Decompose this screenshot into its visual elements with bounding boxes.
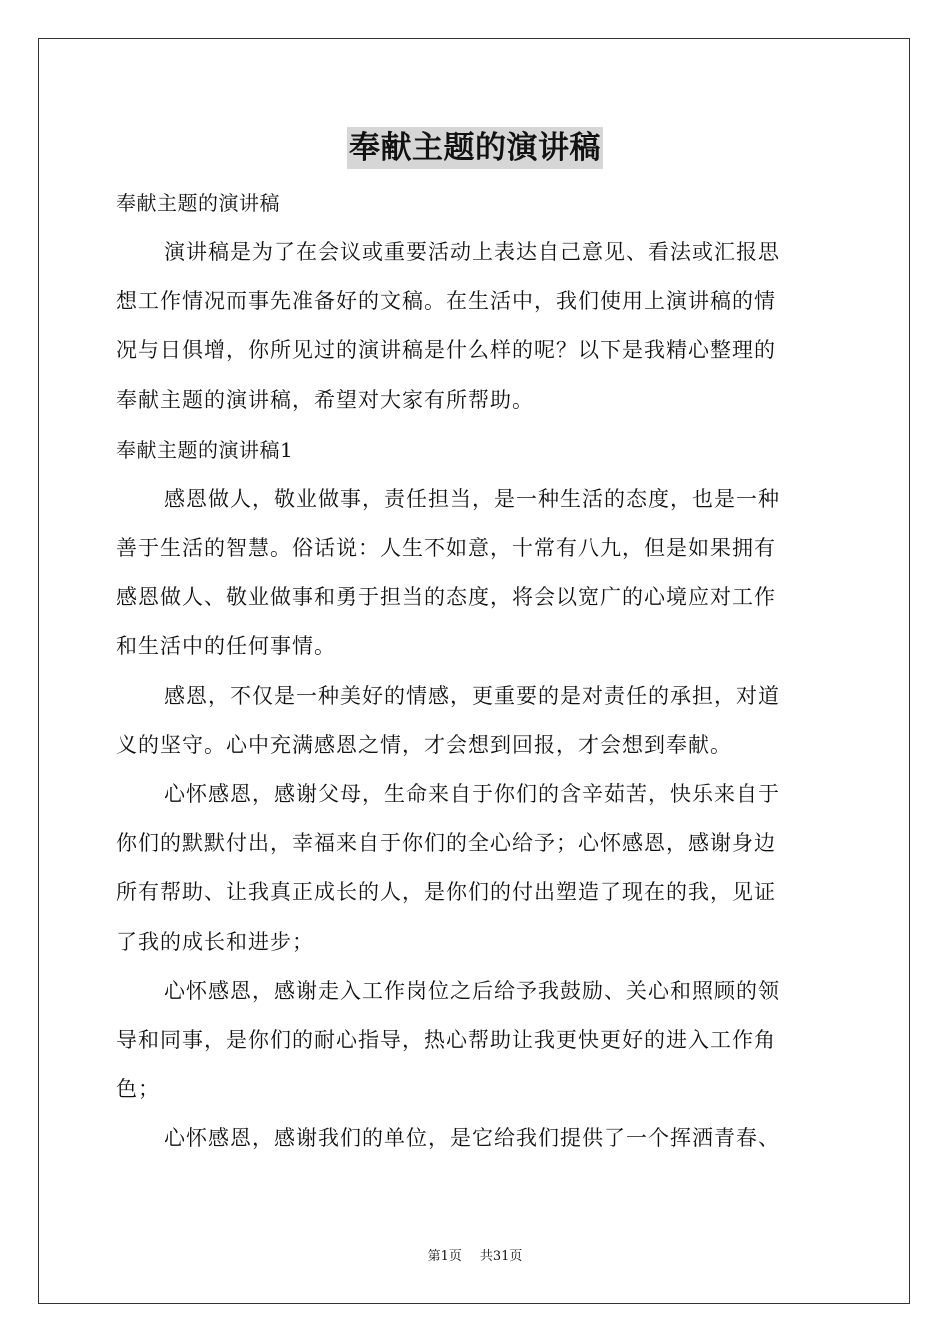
text-line: 感恩做人、敬业做事和勇于担当的态度，将会以宽广的心境应对工作: [116, 585, 776, 610]
text-line: 所有帮助、让我真正成长的人，是你们的付出塑造了现在的我，见证: [116, 880, 776, 905]
text-line: 善于生活的智慧。俗话说：人生不如意，十常有八九，但是如果拥有: [116, 536, 776, 561]
text-line: 感恩做人，敬业做事，责任担当，是一种生活的态度，也是一种: [164, 486, 780, 511]
text-line: 色；: [116, 1077, 160, 1102]
section-heading: 奉献主题的演讲稿: [116, 191, 280, 215]
title-container: [0, 127, 950, 169]
text-line: 义的坚守。心中充满感恩之情，才会想到回报，才会想到奉献。: [116, 732, 732, 757]
text-line: 你们的默默付出，幸福来自于你们的全心给予；心怀感恩，感谢身边: [116, 831, 776, 856]
page-total: 共31页: [479, 1249, 523, 1264]
page-number: 第1页: [427, 1249, 462, 1264]
text-line: 感恩，不仅是一种美好的情感，更重要的是对责任的承担，对道: [164, 683, 780, 708]
text-line: 况与日俱增，你所见过的演讲稿是什么样的呢？以下是我精心整理的: [116, 338, 776, 363]
text-line: 心怀感恩，感谢我们的单位，是它给我们提供了一个挥洒青春、: [164, 1126, 780, 1151]
text-line: 奉献主题的演讲稿，希望对大家有所帮助。: [116, 387, 534, 412]
text-line: 了我的成长和进步；: [116, 929, 314, 954]
text-line: 心怀感恩，感谢父母，生命来自于你们的含辛茹苦，快乐来自于: [164, 782, 780, 807]
text-line: 和生活中的任何事情。: [116, 634, 336, 659]
section-heading: 奉献主题的演讲稿1: [116, 437, 294, 462]
text-line: 导和同事，是你们的耐心指导，热心帮助让我更快更好的进入工作角: [116, 1028, 776, 1053]
text-line: 心怀感恩，感谢走入工作岗位之后给予我鼓励、关心和照顾的领: [164, 978, 780, 1003]
page-footer: [0, 1247, 950, 1267]
document-title: 奉献主题的演讲稿: [347, 127, 603, 169]
text-line: 演讲稿是为了在会议或重要活动上表达自己意见、看法或汇报思: [164, 240, 780, 264]
document-body: [116, 178, 836, 1164]
text-line: 想工作情况而事先准备好的文稿。在生活中，我们使用上演讲稿的情: [116, 289, 776, 314]
